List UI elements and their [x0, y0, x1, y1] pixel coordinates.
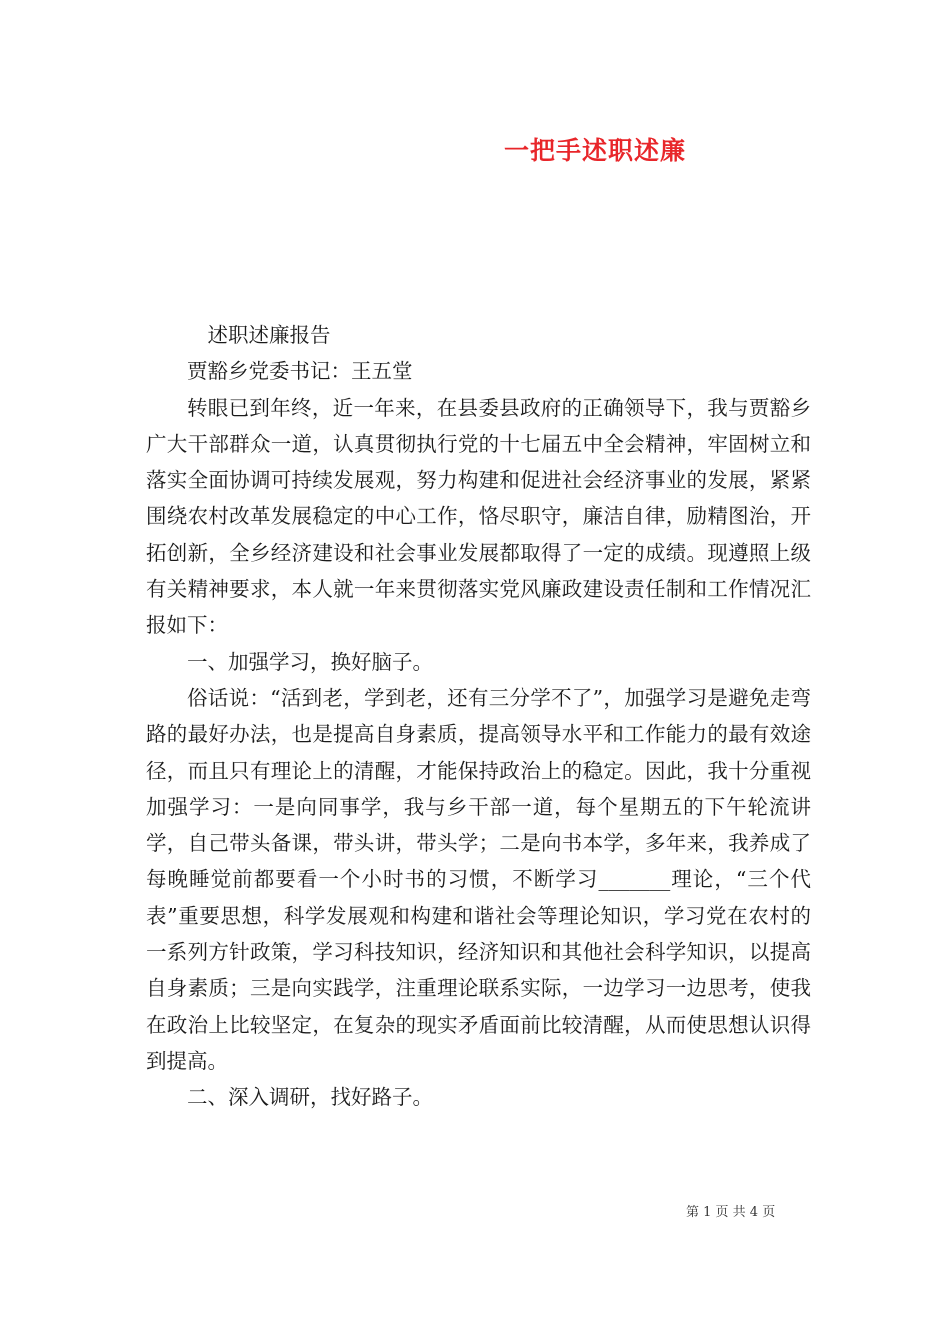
report-title: 述职述廉报告 — [207, 323, 331, 347]
document-title: 一把手述职述廉 — [503, 136, 686, 165]
paragraph-intro: 转眼已到年终，近一年来，在县委县政府的正确领导下，我与贾豁乡广大干部群众一道，认真贯彻执行党的十七届五中全会精神，牢固树立和落实全面协调可持续发展观，努力构建和促进社会经济事业的发展，紧紧围绕农村改革发展稳定的中心工作，恪尽职守，廉洁自律，励精图治，开拓创新，全乡经济建设和社会事业发展都取得了一定的成绩。现遵照上级有关精神要求，本人就一年来贯彻落实党风廉政建设责任制和工作情况汇报如下： — [146, 395, 811, 638]
page-number: 第 1 页 共 4 页 — [686, 1205, 776, 1220]
document-body — [146, 317, 811, 1116]
section-heading-1: 一、加强学习，换好脑子。 — [187, 649, 433, 674]
author-line: 贾豁乡党委书记：王五堂 — [187, 359, 413, 384]
paragraph-study: 俗话说：“活到老，学到老，还有三分学不了”，加强学习是避免走弯路的最好办法，也是提高自身素质，提高领导水平和工作能力的最有效途径，而且只有理论上的清醒，才能保持政治上的稳定。因此，我十分重视加强学习：一是向同事学，我与乡干部一道，每个星期五的下午轮流讲学，自己带头备课，带头讲，带头学；二是向书本学，多年来，我养成了每晚睡觉前都要看一个小时书的习惯，不断学习_______理论，“三个代表”重要思想，科学发展观和构建和谐社会等理论知识，学习党在农村的一系列方针政策，学习科技知识，经济知识和其他社会科学知识，以提高自身素质；三是向实践学，注重理论联系实际，一边学习一边思考，使我在政治上比较坚定，在复杂的现实矛盾面前比较清醒，从而使思想认识得到提高。 — [146, 685, 811, 1073]
section-heading-2: 二、深入调研，找好路子。 — [187, 1085, 433, 1110]
